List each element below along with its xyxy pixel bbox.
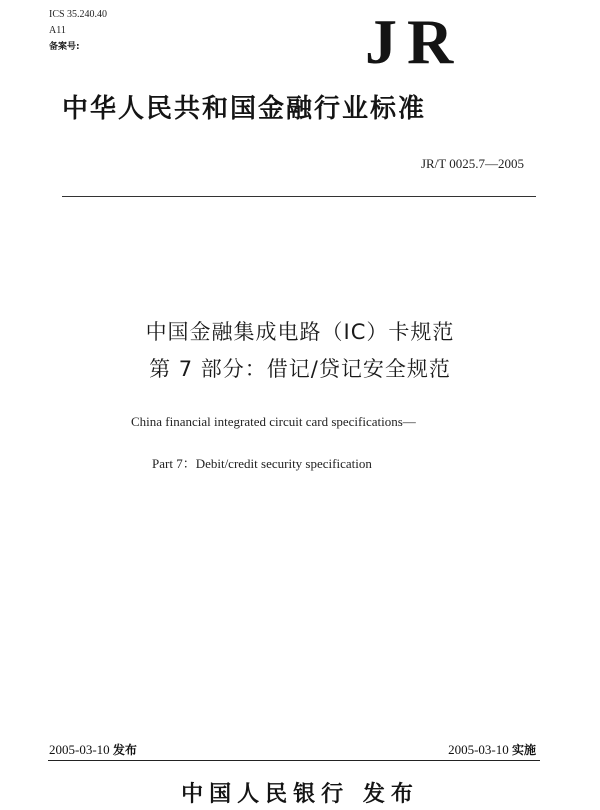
- document-title-zh-line1: 中国金融集成电路（IC）卡规范: [145, 320, 455, 344]
- implementation-date-value: 2005-03-10: [448, 742, 509, 757]
- ics-code: ICS 35.240.40: [49, 9, 108, 20]
- document-title-zh-line2: 第 7 部分：借记/贷记安全规范: [149, 357, 451, 381]
- issuer-name: 中国人民银行: [181, 782, 350, 807]
- issue-date-value: 2005-03-10: [49, 742, 110, 757]
- document-title-en-line2: Part 7：Debit/credit security specification: [152, 456, 372, 471]
- issuer: [0, 780, 600, 810]
- implementation-date: [448, 742, 536, 758]
- standard-number: JR/T 0025.7—2005: [420, 156, 524, 171]
- issuer-label: 发布: [362, 782, 419, 807]
- footer-divider: [48, 760, 540, 761]
- implementation-date-label: 实施: [511, 743, 536, 757]
- issue-date-label: 发布: [112, 743, 137, 757]
- standard-category-title: 中华人民共和国金融行业标准: [62, 94, 427, 124]
- issue-date: [49, 742, 137, 758]
- document-title-en-line1: China financial integrated circuit card specifications—: [131, 414, 416, 429]
- header-divider: [62, 196, 536, 197]
- jr-logo: JR: [365, 6, 464, 77]
- classification-code: A11: [49, 25, 66, 36]
- record-number-label: 备案号:: [49, 42, 80, 52]
